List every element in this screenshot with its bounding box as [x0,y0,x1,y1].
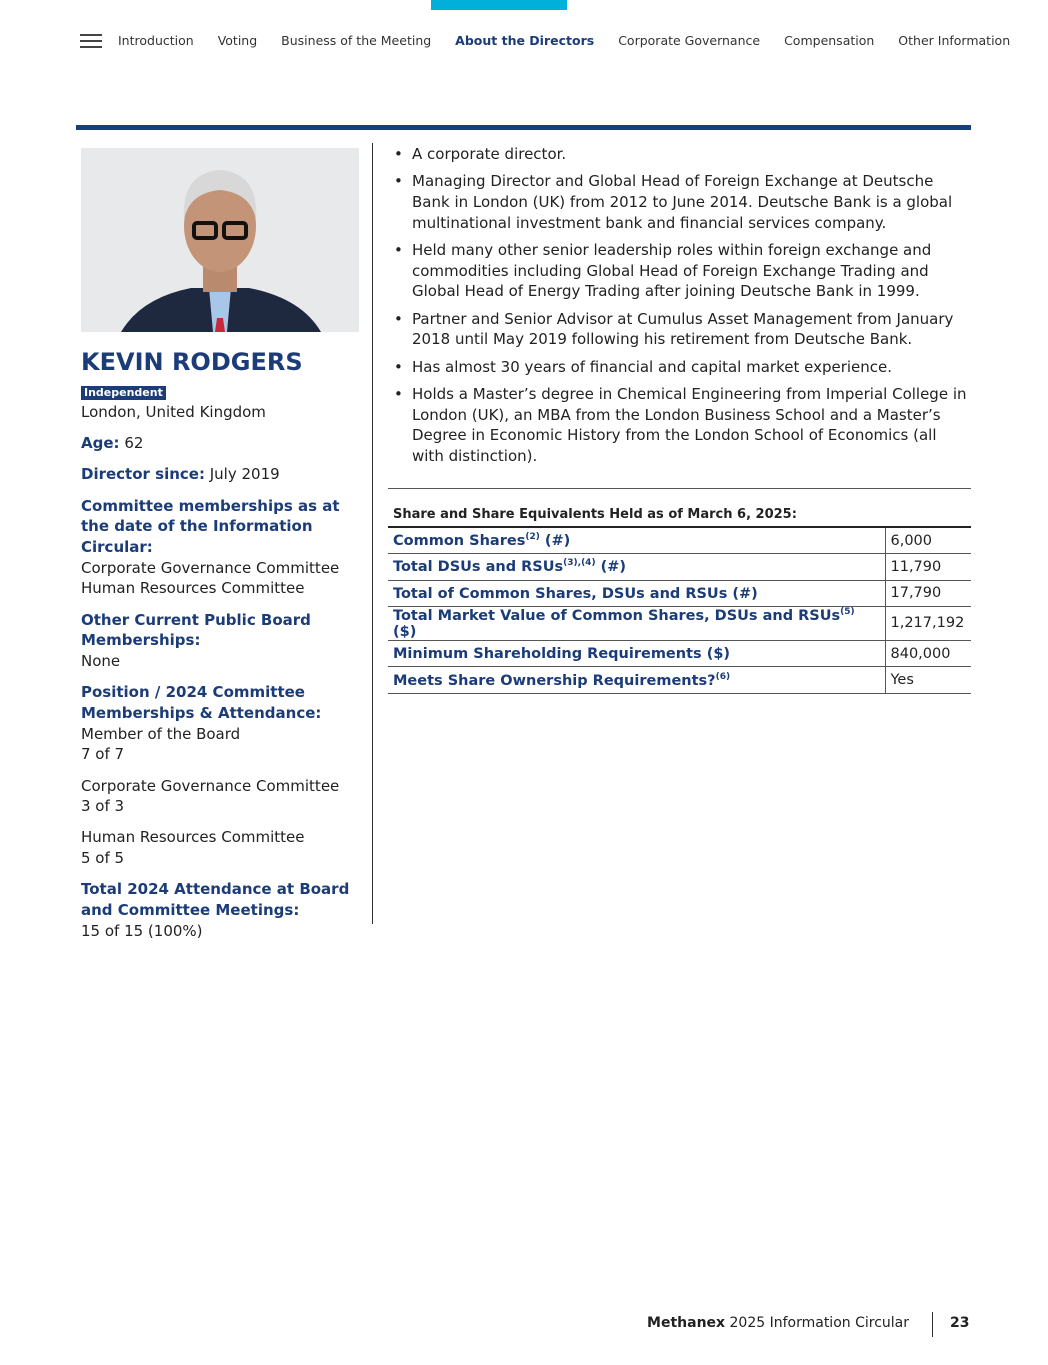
age: 62 [124,434,144,453]
independent-badge: Independent [81,386,166,400]
row-label: Minimum Shareholding Requirements ($) [388,640,885,667]
row-value: 840,000 [885,640,971,667]
row-value: Yes [885,667,971,694]
row-label: Total Market Value of Common Shares, DSUs and RSUs$^{(5)}$ ($) [388,607,885,641]
attendance-name: Member of the Board [81,724,241,743]
nav-about-the-directors[interactable]: About the Directors [455,33,595,48]
row-value: 11,790 [885,554,971,581]
director-name: KEVIN RODGERS [81,348,303,376]
table-row [388,527,971,554]
bio-item: • Has almost 30 years of financial and capital market experience. [394,357,969,378]
table-row [388,640,971,667]
bio-item: • A corporate director. [394,144,969,165]
menu-icon[interactable] [80,34,102,48]
other-boards-label: Other Current Public Board Memberships: [81,610,311,650]
footer-divider [932,1312,933,1337]
table-row [388,554,971,581]
page-number: 23 [950,1315,970,1331]
top-nav [80,33,1034,48]
column-divider [372,143,373,924]
active-section-indicator [431,0,567,10]
director-since: July 2019 [209,465,280,484]
table-row [388,607,971,641]
position-label: Position / 2024 Committee Memberships & Attendance: [81,683,322,722]
row-label: Meets Share Ownership Requirements?$^{(6)}$ [388,667,885,694]
row-label: Total of Common Shares, DSUs and RSUs (#) [388,580,885,607]
row-value: 17,790 [885,580,971,607]
committee: Corporate Governance Committee [81,558,340,577]
nav-business-of-the-meeting[interactable]: Business of the Meeting [281,33,432,48]
nav-compensation[interactable]: Compensation [784,33,875,48]
attendance-name: Human Resources Committee [81,828,305,847]
row-value: 6,000 [885,527,971,554]
section-rule [76,125,971,130]
shares-table-title: Share and Share Equivalents Held as of March 6, 2025: [393,507,797,522]
total-attendance: 15 of 15 (100%) [81,921,203,940]
attendance-name: Corporate Governance Committee [81,776,340,795]
divider [388,488,971,489]
nav-other-information[interactable]: Other Information [898,33,1011,48]
committee: Human Resources Committee [81,579,305,598]
age-label: Age: [81,434,120,453]
attendance-value: 5 of 5 [81,849,125,868]
row-value: 1,217,192 [885,607,971,641]
shares-table [388,526,971,694]
bio-item: • Held many other senior leadership roles within foreign exchange and commodities including Global Head of Foreign Exchange Trading and Global Head of Energy Trading after joining Deutsche Bank in 1999. [394,240,969,302]
location: London, United Kingdom [81,403,266,421]
bio-item: • Managing Director and Global Head of Foreign Exchange at Deutsche Bank in London (UK) from 2012 to June 2014. Deutsche Bank is a global multinational investment bank and financial services company. [394,171,969,233]
nav-corporate-governance[interactable]: Corporate Governance [618,33,761,48]
attendance-value: 7 of 7 [81,745,125,764]
table-row [388,580,971,607]
bio-item: • Partner and Senior Advisor at Cumulus Asset Management from January 2018 until May 2019 following his retirement from Deutsche Bank. [394,309,969,350]
committees-label: Committee memberships as at the date of the Information Circular: [81,496,340,557]
director-profile [81,346,366,941]
nav-voting[interactable]: Voting [217,33,258,48]
table-row [388,667,971,694]
other-boards: None [81,652,121,671]
row-label: Total DSUs and RSUs$^{(3),(4)}$ (#) [388,554,885,581]
bio-list [394,144,969,473]
footer-text: 2025 Information Circular [725,1315,909,1331]
attendance-value: 3 of 3 [81,797,125,816]
row-label: Common Shares$^{(2)}$ (#) [388,527,885,554]
director-photo [81,148,359,332]
since-label: Director since: [81,465,205,484]
bio-item: • Holds a Master’s degree in Chemical Engineering from Imperial College in London (UK), an MBA from the London Business School and a Master’s Degree in Economic History from the London School of Economics (all with distinction). [394,384,969,467]
nav-introduction[interactable]: Introduction [118,33,194,48]
total-attendance-label: Total 2024 Attendance at Board and Committee Meetings: [81,880,350,920]
brand: Methanex [647,1315,726,1331]
